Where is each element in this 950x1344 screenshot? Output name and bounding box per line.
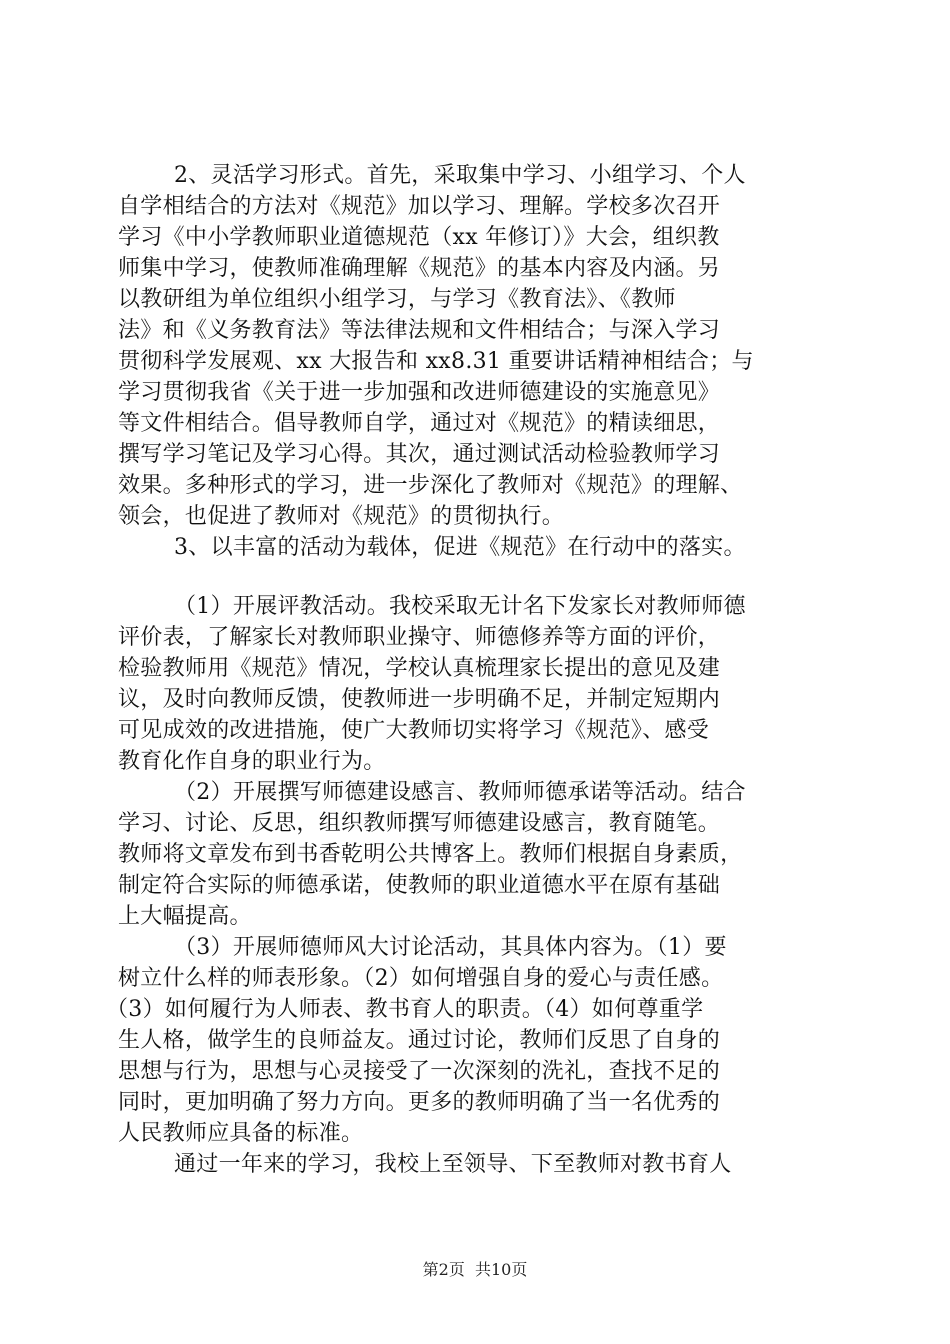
text-line: 树立什么样的师表形象。（2）如何增强自身的爱心与责任感。 [118, 966, 724, 991]
text-line: 生人格，做学生的良师益友。通过讨论，教师们反思了自身的 [118, 1028, 721, 1053]
text-line: 通过一年来的学习，我校上至领导、下至教师对教书育人 [174, 1152, 732, 1177]
text-line: 法》和《义务教育法》等法律法规和文件相结合；与深入学习 [118, 318, 721, 343]
text-line: 3、以丰富的活动为载体，促进《规范》在行动中的落实。 [174, 535, 746, 560]
text-line: 师集中学习，使教师准确理解《规范》的基本内容及内涵。另 [118, 256, 721, 281]
text-line: 上大幅提高。 [118, 904, 252, 929]
text-line: 贯彻科学发展观、xx 大报告和 xx8.31 重要讲话精神相结合；与 [118, 349, 754, 374]
text-line: 以教研组为单位组织小组学习，与学习《教育法》、《教师 [118, 287, 676, 312]
text-line: 等文件相结合。倡导教师自学，通过对《规范》的精读细思， [118, 411, 721, 436]
text-line: 同时，更加明确了努力方向。更多的教师明确了当一名优秀的 [118, 1090, 721, 1115]
text-line: 2、灵活学习形式。首先，采取集中学习、小组学习、个人 [174, 163, 746, 188]
text-line: 学习《中小学教师职业道德规范（xx 年修订）》大会，组织教 [118, 225, 720, 250]
text-line: 制定符合实际的师德承诺，使教师的职业道德水平在原有基础 [118, 873, 721, 898]
text-line: （3）如何履行为人师表、教书育人的职责。（4）如何尊重学 [106, 997, 704, 1022]
text-line: 人民教师应具备的标准。 [118, 1121, 364, 1146]
text-line: 检验教师用《规范》情况，学校认真梳理家长提出的意见及建 [118, 656, 721, 681]
text-line: 撰写学习笔记及学习心得。其次，通过测试活动检验教师学习 [118, 442, 721, 467]
page-footer: 第2页 共10页 [422, 1260, 528, 1279]
text-line: 教育化作自身的职业行为。 [118, 749, 386, 774]
text-line: 教师将文章发布到书香乾明公共博客上。教师们根据自身素质， [118, 842, 743, 867]
text-line: 议，及时向教师反馈，使教师进一步明确不足，并制定短期内 [118, 687, 721, 712]
text-line: （1）开展评教活动。我校采取无计名下发家长对教师师德 [174, 594, 746, 619]
text-line: 效果。多种形式的学习，进一步深化了教师对《规范》的理解、 [118, 473, 743, 498]
text-line: 自学相结合的方法对《规范》加以学习、理解。学校多次召开 [118, 194, 721, 219]
text-line: 学习贯彻我省《关于进一步加强和改进师德建设的实施意见》 [118, 380, 721, 405]
text-line: 评价表，了解家长对教师职业操守、师德修养等方面的评价， [118, 625, 721, 650]
text-line: 思想与行为，思想与心灵接受了一次深刻的洗礼，查找不足的 [118, 1059, 721, 1084]
text-line: （3）开展师德师风大讨论活动，其具体内容为。（1）要 [174, 935, 727, 960]
text-line: 领会，也促进了教师对《规范》的贯彻执行。 [118, 504, 565, 529]
text-line: 学习、讨论、反思，组织教师撰写师德建设感言，教育随笔。 [118, 811, 721, 836]
text-line: 可见成效的改进措施，使广大教师切实将学习《规范》、感受 [118, 718, 710, 743]
text-line: （2）开展撰写师德建设感言、教师师德承诺等活动。结合 [174, 780, 746, 805]
